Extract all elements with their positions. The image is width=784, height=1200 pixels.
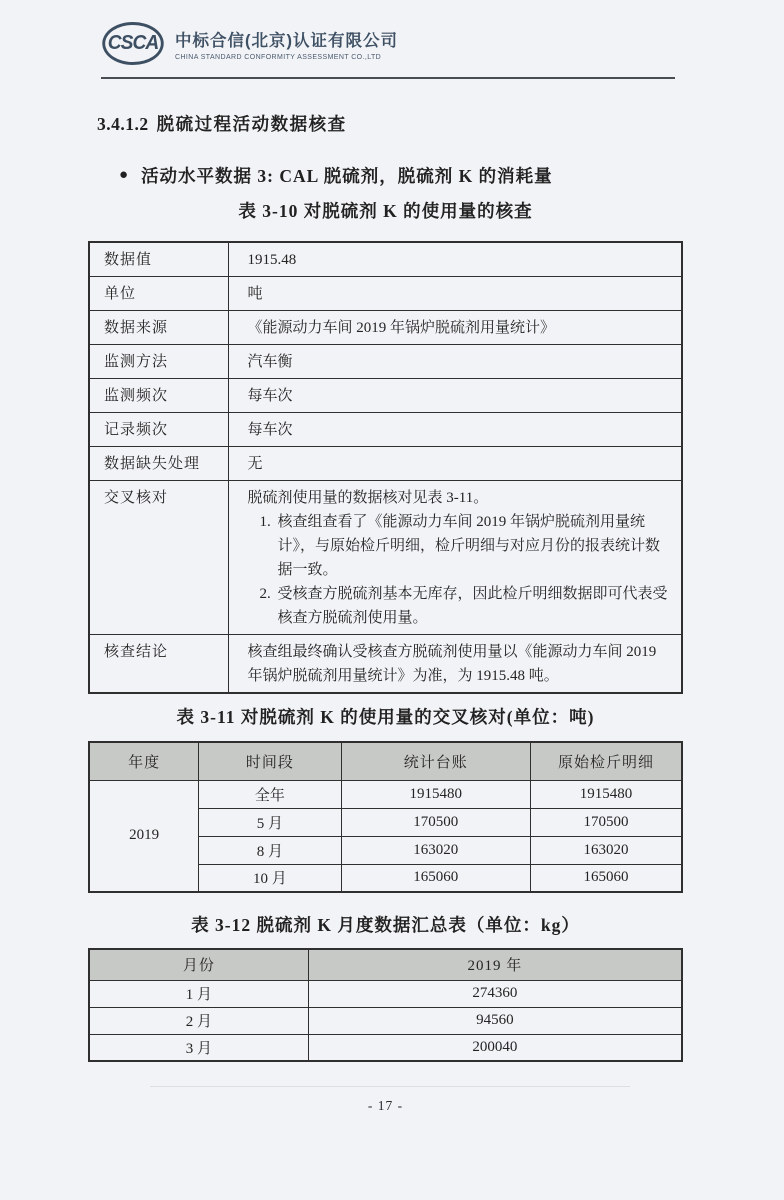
year-cell: 2019 bbox=[89, 780, 199, 892]
table-310-title: 表 3-10 对脱硫剂 K 的使用量的核查 bbox=[238, 201, 533, 221]
page-number: - 17 - bbox=[367, 1098, 404, 1113]
table-row bbox=[89, 447, 682, 481]
company-name-zh: 中标合信(北京)认证有限公司 bbox=[175, 31, 398, 50]
value-cell: 274360 bbox=[308, 980, 682, 1007]
cross-check-row bbox=[89, 481, 682, 635]
row-label: 记录频次 bbox=[89, 413, 228, 447]
value-cell: 200040 bbox=[308, 1034, 682, 1061]
row-value: 1915.48 bbox=[228, 242, 682, 277]
row-label: 数据缺失处理 bbox=[89, 447, 228, 481]
detail-cell: 165060 bbox=[530, 864, 682, 892]
row-label: 单位 bbox=[89, 277, 228, 311]
table-row bbox=[89, 277, 682, 311]
bullet-item bbox=[119, 163, 553, 188]
period-cell: 全年 bbox=[199, 780, 341, 808]
table-row bbox=[89, 345, 682, 379]
csca-logo-text: CSCA bbox=[107, 32, 159, 54]
conclusion-text: 核查组最终确认受核查方脱硫剂使用量以《能源动力车间 2019 年锅炉脱硫剂用量统计》为准，为 1915.48 吨。 bbox=[228, 635, 682, 694]
section-number: 3.4.1.2 bbox=[97, 114, 149, 134]
column-header: 原始检斤明细 bbox=[530, 742, 682, 780]
row-value: 汽车衡 bbox=[228, 345, 682, 379]
row-value: 无 bbox=[228, 447, 682, 481]
row-label: 交叉核对 bbox=[89, 481, 228, 635]
table-row bbox=[89, 413, 682, 447]
table-header-row bbox=[89, 742, 682, 780]
row-value: 《能源动力车间 2019 年锅炉脱硫剂用量统计》 bbox=[228, 311, 682, 345]
row-label: 数据值 bbox=[89, 242, 228, 277]
row-label: 监测方法 bbox=[89, 345, 228, 379]
section-title: 脱硫过程活动数据核查 bbox=[156, 114, 347, 134]
csca-logo-icon bbox=[102, 22, 163, 65]
company-name-en: CHINA STANDARD CONFORMITY ASSESSMENT CO.,LTD bbox=[175, 53, 382, 61]
row-label: 核查结论 bbox=[89, 635, 228, 694]
bullet-item-text: 活动水平数据 3: CAL 脱硫剂，脱硫剂 K 的消耗量 bbox=[141, 166, 553, 186]
table-311 bbox=[88, 741, 683, 893]
row-value: 每车次 bbox=[228, 413, 682, 447]
cross-check-content bbox=[228, 481, 682, 635]
row-value: 吨 bbox=[228, 277, 682, 311]
table-row bbox=[89, 980, 682, 1007]
table-row bbox=[89, 1007, 682, 1034]
section-heading bbox=[97, 111, 347, 136]
ledger-cell: 170500 bbox=[341, 808, 530, 836]
table-312-title: 表 3-12 脱硫剂 K 月度数据汇总表（单位：kg） bbox=[191, 915, 580, 935]
cross-check-item: 1. 核查组查看了《能源动力车间 2019 年锅炉脱硫剂用量统计》，与原始检斤明细，检斤明细与对应月份的报表统计数据一致。 bbox=[275, 510, 670, 582]
table-header-row bbox=[89, 949, 682, 980]
period-cell: 10 月 bbox=[199, 864, 341, 892]
scan-artifact-line bbox=[150, 1086, 630, 1087]
ledger-cell: 165060 bbox=[341, 864, 530, 892]
column-header: 统计台账 bbox=[341, 742, 530, 780]
row-label: 监测频次 bbox=[89, 379, 228, 413]
table-row bbox=[89, 242, 682, 277]
bullet-icon: ● bbox=[119, 167, 129, 183]
month-cell: 3 月 bbox=[89, 1034, 308, 1061]
table-310 bbox=[88, 241, 683, 694]
table-312 bbox=[88, 948, 683, 1062]
cross-check-list bbox=[248, 510, 670, 630]
column-header: 月份 bbox=[89, 949, 308, 980]
row-value: 每车次 bbox=[228, 379, 682, 413]
company-name-block bbox=[175, 27, 398, 61]
month-cell: 1 月 bbox=[89, 980, 308, 1007]
ledger-cell: 1915480 bbox=[341, 780, 530, 808]
table-row bbox=[89, 311, 682, 345]
header-divider bbox=[101, 77, 675, 79]
detail-cell: 1915480 bbox=[530, 780, 682, 808]
column-header: 2019 年 bbox=[308, 949, 682, 980]
table-311-title: 表 3-11 对脱硫剂 K 的使用量的交叉核对(单位：吨) bbox=[176, 707, 595, 727]
detail-cell: 170500 bbox=[530, 808, 682, 836]
table-row bbox=[89, 780, 682, 808]
row-label: 数据来源 bbox=[89, 311, 228, 345]
table-row bbox=[89, 1034, 682, 1061]
value-cell: 94560 bbox=[308, 1007, 682, 1034]
cross-check-intro: 脱硫剂使用量的数据核对见表 3-11。 bbox=[247, 490, 489, 506]
conclusion-row bbox=[89, 635, 682, 694]
column-header: 年度 bbox=[89, 742, 199, 780]
cross-check-item: 2. 受核查方脱硫剂基本无库存，因此检斤明细数据即可代表受核查方脱硫剂使用量。 bbox=[275, 582, 670, 630]
header bbox=[101, 22, 398, 65]
period-cell: 8 月 bbox=[199, 836, 341, 864]
column-header: 时间段 bbox=[199, 742, 341, 780]
ledger-cell: 163020 bbox=[341, 836, 530, 864]
month-cell: 2 月 bbox=[89, 1007, 308, 1034]
period-cell: 5 月 bbox=[199, 808, 341, 836]
detail-cell: 163020 bbox=[530, 836, 682, 864]
table-row bbox=[89, 379, 682, 413]
